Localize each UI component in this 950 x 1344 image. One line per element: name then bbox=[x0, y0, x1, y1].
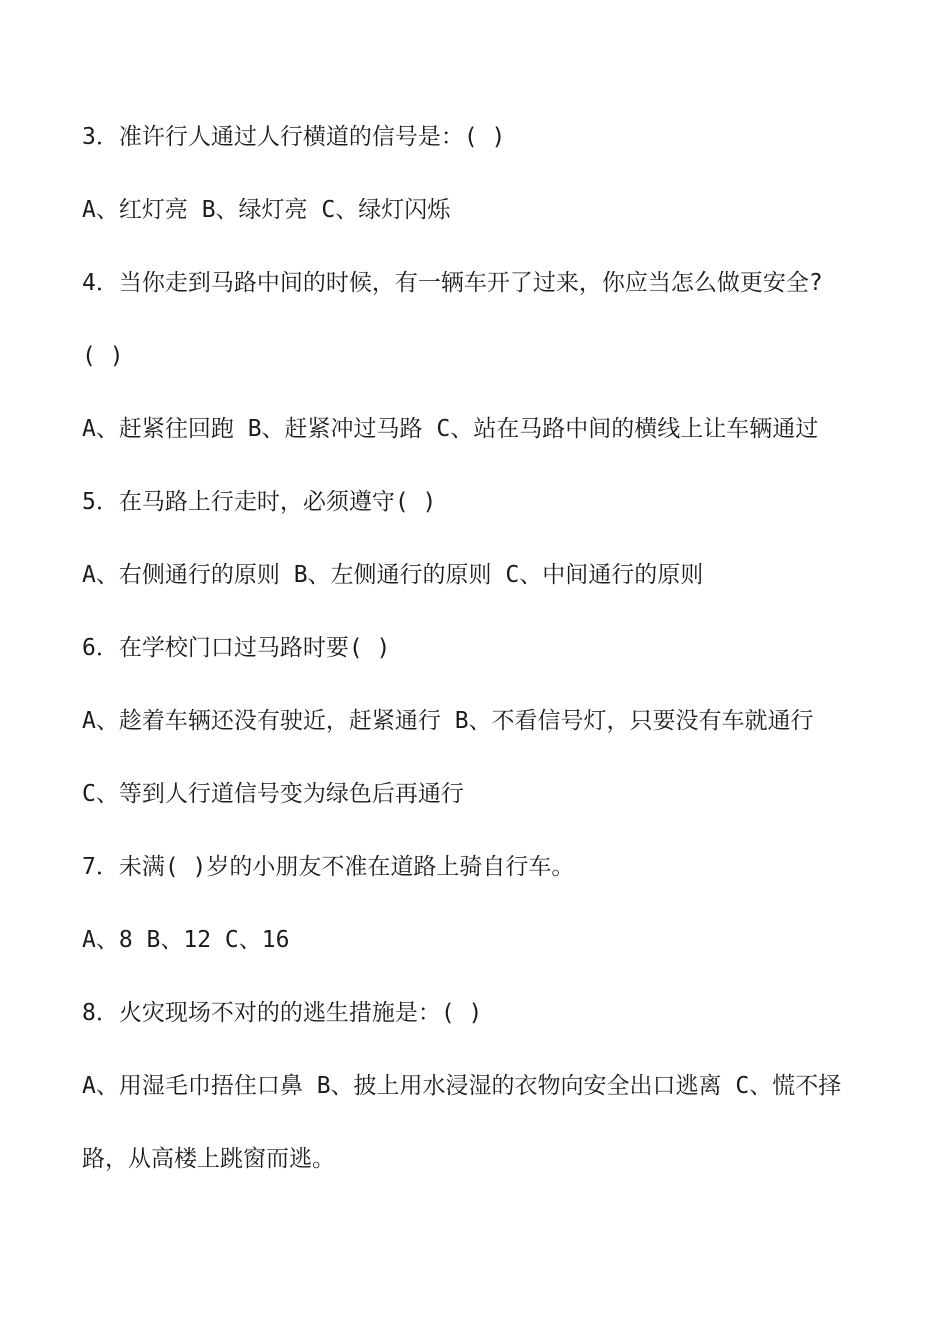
question-8-options-continued: 路，从高楼上跳窗而逃。 bbox=[82, 1146, 335, 1172]
question-3-text: 3．准许行人通过人行横道的信号是：( ) bbox=[82, 124, 506, 150]
question-8-options: A、用湿毛巾捂住口鼻 B、披上用水浸湿的衣物向安全出口逃离 C、慌不择 bbox=[82, 1073, 842, 1099]
question-7-options: A、8 B、12 C、16 bbox=[82, 927, 290, 953]
question-8-text: 8．火灾现场不对的的逃生措施是：( ) bbox=[82, 1000, 483, 1026]
question-5-options: A、右侧通行的原则 B、左侧通行的原则 C、中间通行的原则 bbox=[82, 562, 704, 588]
question-5-text: 5．在马路上行走时，必须遵守( ) bbox=[82, 489, 437, 515]
question-6-text: 6．在学校门口过马路时要( ) bbox=[82, 635, 391, 661]
question-4-text: 4．当你走到马路中间的时候，有一辆车开了过来，你应当怎么做更安全? bbox=[82, 270, 823, 296]
question-6-options: A、趁着车辆还没有驶近，赶紧通行 B、不看信号灯，只要没有车就通行 bbox=[82, 708, 814, 734]
question-3-options: A、红灯亮 B、绿灯亮 C、绿灯闪烁 bbox=[82, 197, 451, 223]
question-4-options: A、赶紧往回跑 B、赶紧冲过马路 C、站在马路中间的横线上让车辆通过 bbox=[82, 416, 819, 442]
question-7-text: 7．未满( )岁的小朋友不准在道路上骑自行车。 bbox=[82, 854, 575, 880]
question-6-options-continued: C、等到人行道信号变为绿色后再通行 bbox=[82, 781, 464, 807]
question-4-text-continued: ( ) bbox=[82, 343, 124, 369]
